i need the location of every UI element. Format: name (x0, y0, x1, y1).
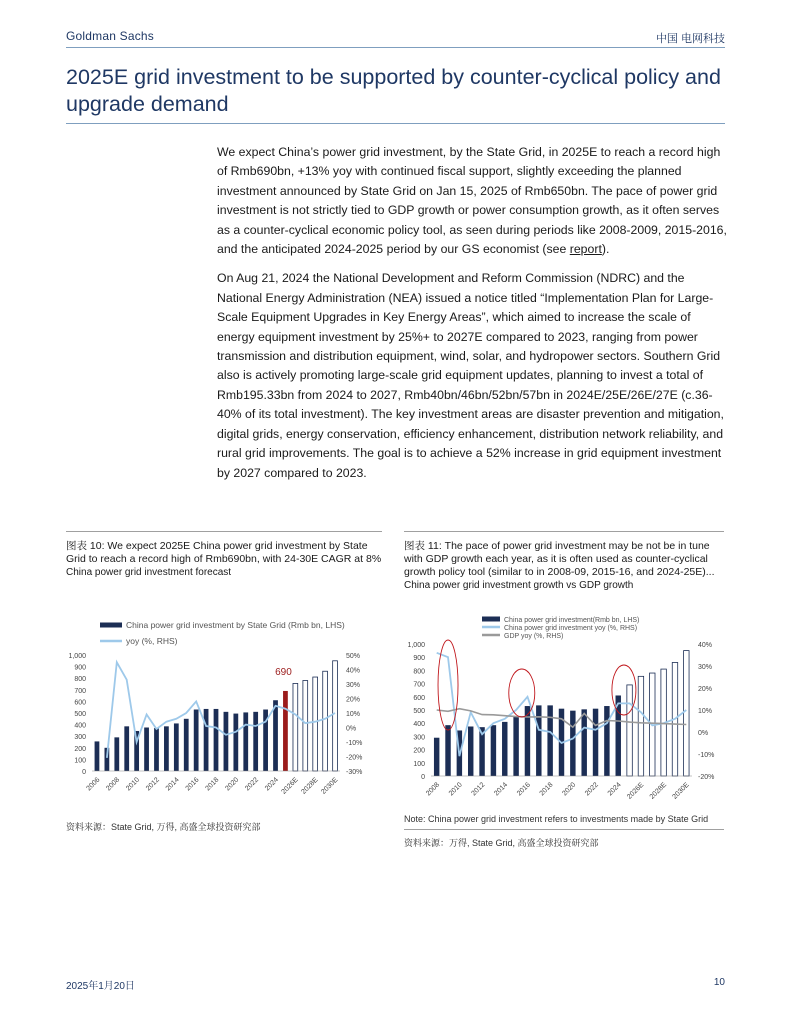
c2-bar-2020 (570, 711, 575, 776)
exhibit-11-source: 资料来源：万得, State Grid, 高盛全球投资研究部 (404, 838, 599, 848)
exhibit-10-divider (66, 531, 382, 532)
exhibit-11-chart (400, 610, 724, 810)
c2-x-tick: 2016 (515, 781, 532, 798)
exhibit-10-chart (62, 612, 384, 812)
c2-bar-2021 (581, 709, 586, 776)
report-link[interactable]: report (569, 242, 602, 257)
c2-x-tick: 2028E (648, 781, 669, 801)
c1-y-right-tick: 50% (346, 653, 361, 660)
c1-y-right-tick: 20% (346, 696, 361, 704)
c2-y-right-tick: 0% (698, 730, 709, 737)
c1-y-left-tick: 300 (74, 734, 86, 742)
c1-bar-2030E (333, 661, 338, 771)
c2-bar-2009 (445, 725, 450, 776)
c2-bar-2014 (502, 722, 507, 776)
c2-y-right-tick: 10% (698, 708, 713, 715)
c1-y-right-tick: 10% (346, 711, 361, 718)
title-divider (66, 123, 725, 124)
c1-x-tick: 2014 (164, 776, 181, 793)
c1-x-tick: 2026E (280, 776, 300, 796)
c2-bar-2017 (536, 705, 541, 776)
c1-y-left-tick: 900 (74, 664, 86, 672)
c2-bar-2015 (513, 717, 518, 776)
c1-x-tick: 2018 (204, 776, 221, 793)
c2-bar-2026E (638, 676, 643, 776)
c2-x-tick: 2030E (671, 781, 691, 801)
c1-bar-2013 (164, 726, 169, 771)
c1-y-left-tick: 0 (82, 769, 86, 776)
c2-x-tick: 2022 (583, 781, 600, 798)
c1-x-tick: 2022 (244, 776, 261, 793)
header-divider (66, 47, 725, 48)
c1-y-left-tick: 400 (74, 722, 86, 730)
c2-y-right-tick: -10% (698, 752, 715, 759)
c2-y-left-tick: 400 (413, 721, 425, 729)
paragraph-2: On Aug 21, 2024 the National Development and Reform Commission (NDRC) and the National Energy Administration (NEA) issued a notice titled “Implementation Plan for Large-Scale Equipment Upgrades in Key Energy Areas”, which aimed to increase the scale of energy equipment investment by 25%+ to 2027E compared to 2023, ranging from power transmission and distribution equipment, wind, solar, and hydropower sectors. Southern Grid also is actively promoting large-scale grid equipment updates, planning to invest a total of Rmb195.33bn from 2024 to 2027, Rmb40bn/46bn/52bn/57bn in 2024E/25E/26E/27E (c.36-40% of its total investment). The key investment areas are disaster prevention and mitigation, digital grids, energy conservation, efficiency enhancement, distribution network reliability, and rural grid improvements. The goal is to achieve a 52% increase in grid equipment investment by 2027 compared to 2023. (217, 271, 724, 480)
c1-bar-2016 (194, 710, 199, 771)
c2-legend-label-0: China power grid investment(Rmb bn, LHS) (504, 617, 640, 624)
exhibit-10-source: 资料来源：State Grid, 万得, 高盛全球投资研究部 (66, 822, 261, 832)
c1-bar-2019 (224, 712, 229, 771)
c1-y-right-tick: 40% (346, 667, 361, 675)
c2-x-tick: 2014 (493, 781, 510, 798)
c1-y-right-tick: -30% (346, 769, 363, 776)
c2-bar-2008 (434, 738, 439, 776)
header-section: 中国 电网科技 (655, 33, 725, 45)
c1-y-right-tick: -10% (346, 740, 363, 747)
exhibit-10-subtitle: China power grid investment forecast (66, 567, 232, 578)
c1-y-right-tick: 30% (346, 682, 361, 689)
c2-x-tick: 2020 (561, 781, 578, 798)
c1-x-tick: 2016 (184, 776, 201, 793)
c2-bar-2025E (627, 685, 632, 776)
c1-y-left-tick: 1,000 (68, 653, 86, 660)
c1-legend-label-1: yoy (%, RHS) (126, 636, 178, 646)
c2-bar-2011 (468, 727, 473, 777)
c1-x-tick: 2030E (320, 776, 340, 796)
exhibit-11-subtitle: China power grid investment growth vs GDP growth (404, 580, 634, 591)
c1-x-tick: 2006 (85, 776, 102, 793)
c1-x-tick: 2028E (300, 776, 320, 796)
c1-y-left-tick: 800 (74, 676, 86, 684)
c2-y-left-tick: 700 (413, 681, 425, 689)
c2-y-left-tick: 900 (413, 655, 425, 663)
c2-y-left-tick: 200 (413, 747, 425, 755)
paragraph-1-text: We expect China’s power grid investment, by the State Grid, in 2025E to reach a record high of Rmb690bn, +13% yoy with continued fiscal support, slightly exceeding the planned investment announced by State Grid on Jan 15, 2025 of Rmb650bn. The pace of power grid investment is not strictly tied to GDP growth or power consumption growth, as it often serves as a counter-cyclical economic policy tool, as seen during periods like 2008-2009, 2015-2016, and the anticipated 2024-2025 period by our GS economist (see (217, 145, 727, 257)
c1-x-tick: 2020 (224, 776, 241, 793)
header-brand: Goldman Sachs (66, 29, 154, 43)
c1-bar-2028E (313, 677, 318, 771)
c1-bar-2027E (303, 681, 308, 771)
c1-bar-2026E (293, 683, 298, 771)
c1-bar-2017 (204, 709, 209, 771)
exhibit-10-caption (66, 540, 382, 579)
c2-y-left-tick: 0 (421, 774, 425, 781)
exhibit-11-caption (404, 540, 724, 592)
c2-annotation-circle-2009 (438, 640, 458, 730)
c1-bar-2006 (95, 741, 100, 771)
exhibit-11-divider (404, 531, 724, 532)
c1-series-line-1 (107, 662, 335, 758)
c1-bar-2022 (253, 712, 258, 771)
c1-bar-2020 (233, 714, 238, 771)
c2-y-right-tick: 30% (698, 664, 713, 671)
c2-y-right-tick: 20% (698, 686, 713, 693)
c2-bar-2030E (684, 651, 689, 776)
exhibit-11-note-divider (404, 829, 724, 830)
c2-legend-swatch-0 (482, 617, 500, 622)
paragraph-1 (217, 143, 727, 259)
c2-y-left-tick: 500 (413, 708, 425, 715)
c1-bar-2015 (184, 719, 189, 771)
c2-legend-label-2: GDP yoy (%, RHS) (504, 633, 564, 640)
c1-bar-2008 (114, 737, 119, 771)
exhibit-11-title: 图表 11: The pace of power grid investment may be not be in tune with GDP growth each year, as it is often used as counter-cyclical growth policy tool (similar to in 2008-09, 2015-16, and 2024-25E)... (404, 540, 715, 578)
c2-x-tick: 2012 (470, 781, 487, 798)
c1-y-right-tick: 0% (346, 725, 357, 733)
c2-y-left-tick: 100 (413, 760, 425, 768)
c1-bar-2009 (124, 726, 129, 771)
c2-bar-2023 (604, 706, 609, 776)
c2-y-right-tick: 40% (698, 642, 713, 649)
c1-bar-2011 (144, 728, 149, 772)
c1-x-tick: 2024 (263, 776, 280, 793)
c1-bar-2021 (243, 712, 248, 771)
c1-x-tick: 2010 (125, 776, 142, 793)
c2-y-left-tick: 600 (413, 694, 425, 702)
c1-bar-2012 (154, 728, 159, 771)
c1-bar-2029E (323, 671, 328, 771)
c1-legend-swatch-0 (100, 623, 122, 628)
c1-bar-2018 (214, 709, 219, 771)
c1-y-left-tick: 500 (74, 711, 86, 718)
c1-y-left-tick: 700 (74, 687, 86, 695)
exhibit-10-title: 图表 10: We expect 2025E China power grid investment by State Grid to reach a record high of Rmb690bn, with 24-30E CAGR at 8% (66, 540, 382, 565)
c1-x-tick: 2008 (105, 776, 122, 793)
c2-x-tick: 2024 (606, 781, 623, 798)
c1-y-left-tick: 100 (74, 757, 86, 765)
c1-highlight-label: 690 (275, 666, 292, 678)
c2-y-left-tick: 300 (413, 734, 425, 742)
paragraph-1-end: ). (601, 242, 610, 257)
c1-legend-label-0: China power grid investment by State Grid (Rmb bn, LHS) (126, 620, 345, 630)
c2-bar-2013 (491, 725, 496, 776)
footer-date: 2025年1月20日 (66, 981, 135, 992)
c2-bar-2018 (547, 705, 552, 776)
c2-y-left-tick: 800 (413, 668, 425, 676)
c2-legend-label-1: China power grid investment yoy (%, RHS) (504, 625, 638, 632)
c1-bar-2024 (273, 700, 278, 771)
c2-x-tick: 2018 (538, 781, 555, 798)
page-number: 10 (713, 977, 725, 988)
c2-annotation-circle-2015-2016 (509, 669, 535, 717)
c2-x-tick: 2026E (626, 781, 646, 801)
c1-y-left-tick: 600 (74, 699, 86, 707)
exhibit-11-note: Note: China power grid investment refers to investments made by State Grid (404, 814, 709, 824)
page-title: 2025E grid investment to be supported by counter-cyclical policy and upgrade demand (66, 65, 721, 116)
body-text (217, 143, 727, 493)
c1-bar-2025E (283, 691, 288, 771)
c1-x-tick: 2012 (144, 776, 161, 793)
c1-bar-2014 (174, 723, 179, 771)
c2-x-tick: 2010 (447, 781, 464, 798)
c2-bar-2022 (593, 709, 598, 776)
c2-y-left-tick: 1,000 (407, 642, 425, 649)
c1-y-left-tick: 200 (74, 745, 86, 753)
c2-y-right-tick: -20% (698, 774, 715, 781)
c2-x-tick: 2008 (425, 781, 442, 798)
c1-y-right-tick: -20% (346, 754, 363, 762)
